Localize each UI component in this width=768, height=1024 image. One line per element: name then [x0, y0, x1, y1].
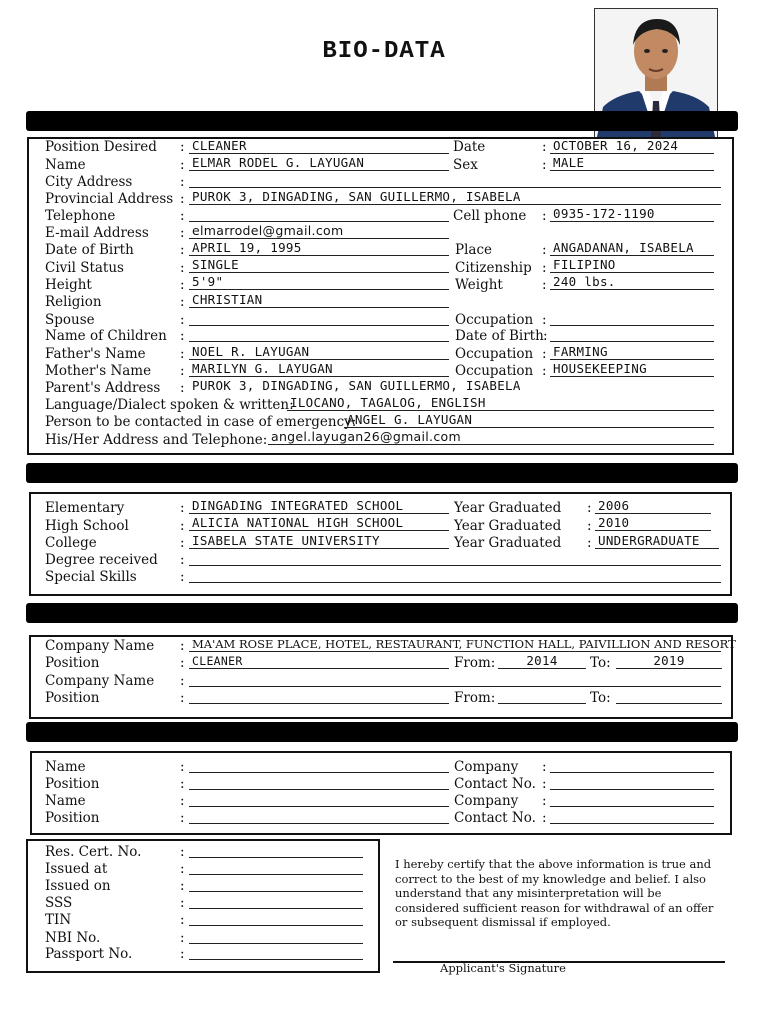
position-desired-value: CLEANER	[192, 138, 247, 153]
college-year-label: Year Graduated	[454, 535, 562, 551]
cell-phone-value: 0935-172-1190	[553, 206, 655, 221]
colon: :	[180, 208, 185, 224]
company1-field[interactable]	[189, 637, 736, 652]
colon: :	[542, 312, 547, 328]
issued-at-field[interactable]	[189, 860, 363, 875]
colon: :	[180, 346, 185, 362]
date-field[interactable]	[550, 139, 714, 154]
section-bar-references	[26, 722, 738, 742]
emergency-person-field[interactable]	[344, 413, 714, 428]
position2-field[interactable]	[189, 689, 449, 704]
colon: :	[542, 363, 547, 379]
spouse-field[interactable]	[189, 311, 449, 326]
email-label: E-mail Address	[45, 225, 149, 241]
res-cert-label: Res. Cert. No.	[45, 844, 142, 860]
elementary-year-field[interactable]	[595, 499, 711, 514]
place-label: Place	[455, 242, 492, 258]
section-bar-education	[26, 463, 738, 483]
parents-address-value: PUROK 3, DINGADING, SAN GUILLERMO, ISABELA	[192, 378, 521, 393]
high-school-label: High School	[45, 518, 129, 534]
parents-address-field[interactable]	[189, 379, 721, 393]
mother-label: Mother's Name	[45, 363, 152, 379]
children-dob-field[interactable]	[550, 327, 714, 342]
height-field[interactable]	[189, 275, 449, 290]
colon: :	[587, 535, 592, 551]
sex-label: Sex	[453, 157, 478, 173]
elementary-value: DINGADING INTEGRATED SCHOOL	[192, 498, 404, 513]
sss-field[interactable]	[189, 894, 363, 909]
religion-field[interactable]	[189, 293, 449, 308]
degree-field[interactable]	[189, 551, 721, 566]
ref2-contact-field[interactable]	[550, 809, 714, 824]
weight-label: Weight	[455, 277, 503, 293]
civil-status-value: SINGLE	[192, 257, 239, 272]
ref1-position-field[interactable]	[189, 775, 449, 790]
from1-label: From:	[454, 655, 496, 671]
issued-at-label: Issued at	[45, 861, 108, 877]
colon: :	[180, 569, 185, 585]
section-bar-personal	[26, 111, 738, 131]
skills-label: Special Skills	[45, 569, 137, 585]
language-field[interactable]	[287, 396, 714, 411]
elementary-year-value: 2006	[598, 498, 630, 513]
position1-field[interactable]	[189, 654, 449, 669]
colon: :	[180, 895, 185, 911]
emergency-address-value: angel.layugan26@gmail.com	[271, 429, 461, 444]
religion-value: CHRISTIAN	[192, 292, 263, 307]
colon: :	[542, 208, 547, 224]
to1-field[interactable]	[616, 654, 722, 669]
colon: :	[180, 673, 185, 689]
elementary-year-label: Year Graduated	[454, 500, 562, 516]
height-value: 5'9"	[192, 274, 224, 289]
colon: :	[180, 535, 185, 551]
ref1-contact-field[interactable]	[550, 775, 714, 790]
college-year-value: UNDERGRADUATE	[598, 533, 700, 548]
sex-value: MALE	[553, 155, 585, 170]
children-dob-label: Date of Birth	[455, 328, 544, 344]
language-value: ILOCANO, TAGALOG, ENGLISH	[290, 395, 486, 410]
provincial-address-label: Provincial Address	[45, 191, 174, 207]
ref2-contact-label: Contact No.	[454, 810, 536, 826]
father-value: NOEL R. LAYUGAN	[192, 344, 310, 359]
tin-label: TIN	[45, 912, 72, 928]
colon: :	[180, 312, 185, 328]
ref2-name-field[interactable]	[189, 792, 449, 807]
cell-phone-field[interactable]	[550, 207, 714, 222]
to1-value: 2019	[653, 653, 685, 668]
high-school-field[interactable]	[189, 516, 449, 531]
colon: :	[542, 157, 547, 173]
from2-label: From:	[454, 690, 496, 706]
colon: :	[542, 260, 547, 276]
father-occupation-label: Occupation	[455, 346, 534, 362]
elementary-field[interactable]	[189, 499, 449, 514]
name-field[interactable]	[189, 156, 449, 171]
colon: :	[180, 277, 185, 293]
high-school-year-field[interactable]	[595, 516, 711, 531]
city-address-label: City Address	[45, 174, 133, 190]
ref2-company-label: Company	[454, 793, 519, 809]
colon: :	[587, 500, 592, 516]
father-label: Father's Name	[45, 346, 146, 362]
weight-field[interactable]	[550, 275, 714, 290]
nbi-field[interactable]	[189, 929, 363, 944]
passport-field[interactable]	[189, 945, 363, 960]
colon: :	[180, 225, 185, 241]
colon: :	[542, 810, 547, 826]
colon: :	[180, 793, 185, 809]
colon: :	[180, 552, 185, 568]
email-field[interactable]	[189, 224, 449, 239]
colon: :	[180, 861, 185, 877]
colon: :	[180, 174, 185, 190]
tin-field[interactable]	[189, 911, 363, 926]
from1-field[interactable]	[498, 654, 586, 669]
from1-value: 2014	[526, 653, 558, 668]
college-label: College	[45, 535, 97, 551]
colon: :	[180, 139, 185, 155]
civil-status-label: Civil Status	[45, 260, 124, 276]
ref2-position-field[interactable]	[189, 809, 449, 824]
provincial-address-value: PUROK 3, DINGADING, SAN GUILLERMO, ISABELA	[192, 189, 521, 204]
colon: :	[180, 500, 185, 516]
dob-value: APRIL 19, 1995	[192, 240, 302, 255]
height-label: Height	[45, 277, 92, 293]
spouse-label: Spouse	[45, 312, 95, 328]
father-occupation-field[interactable]	[550, 345, 714, 360]
colon: :	[180, 328, 185, 344]
language-label: Language/Dialect spoken & written:	[45, 397, 294, 413]
date-value: OCTOBER 16, 2024	[553, 138, 679, 153]
mother-occupation-value: HOUSEKEEPING	[553, 361, 647, 376]
mother-field[interactable]	[189, 362, 449, 377]
to1-label: To:	[590, 655, 611, 671]
colon: :	[180, 294, 185, 310]
to2-label: To:	[590, 690, 611, 706]
colon: :	[542, 793, 547, 809]
colon: :	[180, 810, 185, 826]
issued-on-label: Issued on	[45, 878, 111, 894]
colon: :	[180, 638, 185, 654]
position-desired-label: Position Desired	[45, 139, 157, 155]
colon: :	[542, 139, 547, 155]
mother-occupation-label: Occupation	[455, 363, 534, 379]
citizenship-field[interactable]	[550, 258, 714, 273]
place-value: ANGADANAN, ISABELA	[553, 240, 694, 255]
father-occupation-value: FARMING	[553, 344, 608, 359]
colon: :	[542, 759, 547, 775]
dob-label: Date of Birth	[45, 242, 134, 258]
ref1-position-label: Position	[45, 776, 100, 792]
dob-field[interactable]	[189, 241, 449, 256]
ref2-position-label: Position	[45, 810, 100, 826]
colon: :	[180, 157, 185, 173]
colon: :	[180, 776, 185, 792]
college-year-field[interactable]	[595, 534, 719, 549]
ref1-company-field[interactable]	[550, 758, 714, 773]
citizenship-value: FILIPINO	[553, 257, 616, 272]
spouse-occupation-label: Occupation	[455, 312, 534, 328]
company2-label: Company Name	[45, 673, 155, 689]
religion-label: Religion	[45, 294, 102, 310]
provincial-address-field[interactable]	[189, 190, 721, 205]
ref2-company-field[interactable]	[550, 792, 714, 807]
page-title: BIO-DATA	[322, 38, 446, 65]
telephone-label: Telephone	[45, 208, 116, 224]
colon: :	[180, 380, 185, 396]
elementary-label: Elementary	[45, 500, 125, 516]
high-school-year-label: Year Graduated	[454, 518, 562, 534]
section-bar-employment	[26, 603, 738, 623]
certification-text: I hereby certify that the above information is true and correct to the best of my knowledge and belief. I also understand that any misinterpretation will be considered sufficient reason for withdrawal of an offer or subsequent dismissal if employed.	[395, 857, 714, 929]
ref1-company-label: Company	[454, 759, 519, 775]
colon: :	[180, 242, 185, 258]
cell-phone-label: Cell phone	[453, 208, 527, 224]
college-value: ISABELA STATE UNIVERSITY	[192, 533, 380, 548]
colon: :	[542, 346, 547, 362]
email-value: elmarrodel@gmail.com	[192, 223, 344, 238]
ref2-name-label: Name	[45, 793, 86, 809]
colon: :	[180, 759, 185, 775]
company1-label: Company Name	[45, 638, 155, 654]
parents-address-label: Parent's Address	[45, 380, 161, 396]
colon: :	[543, 328, 548, 344]
sss-label: SSS	[45, 895, 73, 911]
company2-field[interactable]	[189, 672, 721, 687]
res-cert-field[interactable]	[189, 843, 363, 858]
sex-field[interactable]	[550, 156, 714, 171]
to2-field[interactable]	[616, 689, 722, 704]
name-value: ELMAR RODEL G. LAYUGAN	[192, 155, 365, 170]
colon: :	[180, 191, 185, 207]
children-field[interactable]	[189, 327, 449, 342]
place-field[interactable]	[550, 241, 714, 256]
citizenship-label: Citizenship	[455, 260, 532, 276]
date-label: Date	[453, 139, 486, 155]
colon: :	[542, 242, 547, 258]
colon: :	[587, 518, 592, 534]
mother-occupation-field[interactable]	[550, 362, 714, 377]
company1-value: MA'AM ROSE PLACE, HOTEL, RESTAURANT, FUNCTION HALL, PAIVILLION AND RESORT	[192, 637, 736, 651]
signature-label: Applicant's Signature	[440, 961, 566, 975]
position-desired-field[interactable]	[189, 139, 449, 154]
issued-on-field[interactable]	[189, 877, 363, 892]
city-address-field[interactable]	[189, 173, 721, 188]
colon: :	[180, 844, 185, 860]
position1-label: Position	[45, 655, 100, 671]
emergency-person-value: ANGEL G. LAYUGAN	[347, 412, 473, 427]
colon: :	[180, 363, 185, 379]
colon: :	[542, 776, 547, 792]
name-label: Name	[45, 157, 86, 173]
children-label: Name of Children	[45, 328, 167, 344]
skills-field[interactable]	[189, 568, 721, 583]
colon: :	[180, 878, 185, 894]
colon: :	[180, 655, 185, 671]
emergency-person-label: Person to be contacted in case of emergency:	[45, 414, 357, 430]
ref1-contact-label: Contact No.	[454, 776, 536, 792]
colon: :	[180, 912, 185, 928]
degree-label: Degree received	[45, 552, 158, 568]
colon: :	[180, 518, 185, 534]
weight-value: 240 lbs.	[553, 274, 616, 289]
passport-label: Passport No.	[45, 946, 133, 962]
civil-status-field[interactable]	[189, 258, 449, 273]
telephone-field[interactable]	[189, 207, 449, 222]
emergency-address-field[interactable]	[268, 430, 714, 445]
ref1-name-label: Name	[45, 759, 86, 775]
colon: :	[180, 690, 185, 706]
position1-value: CLEANER	[192, 654, 243, 668]
position2-label: Position	[45, 690, 100, 706]
emergency-address-label: His/Her Address and Telephone:	[45, 432, 268, 448]
nbi-label: NBI No.	[45, 930, 101, 946]
colon: :	[542, 277, 547, 293]
high-school-year-value: 2010	[598, 515, 630, 530]
mother-value: MARILYN G. LAYUGAN	[192, 361, 333, 376]
high-school-value: ALICIA NATIONAL HIGH SCHOOL	[192, 515, 404, 530]
spouse-occupation-field[interactable]	[550, 311, 714, 326]
father-field[interactable]	[189, 345, 449, 360]
ref1-name-field[interactable]	[189, 758, 449, 773]
from2-field[interactable]	[498, 689, 586, 704]
colon: :	[180, 946, 185, 962]
colon: :	[180, 930, 185, 946]
college-field[interactable]	[189, 534, 449, 549]
colon: :	[180, 260, 185, 276]
